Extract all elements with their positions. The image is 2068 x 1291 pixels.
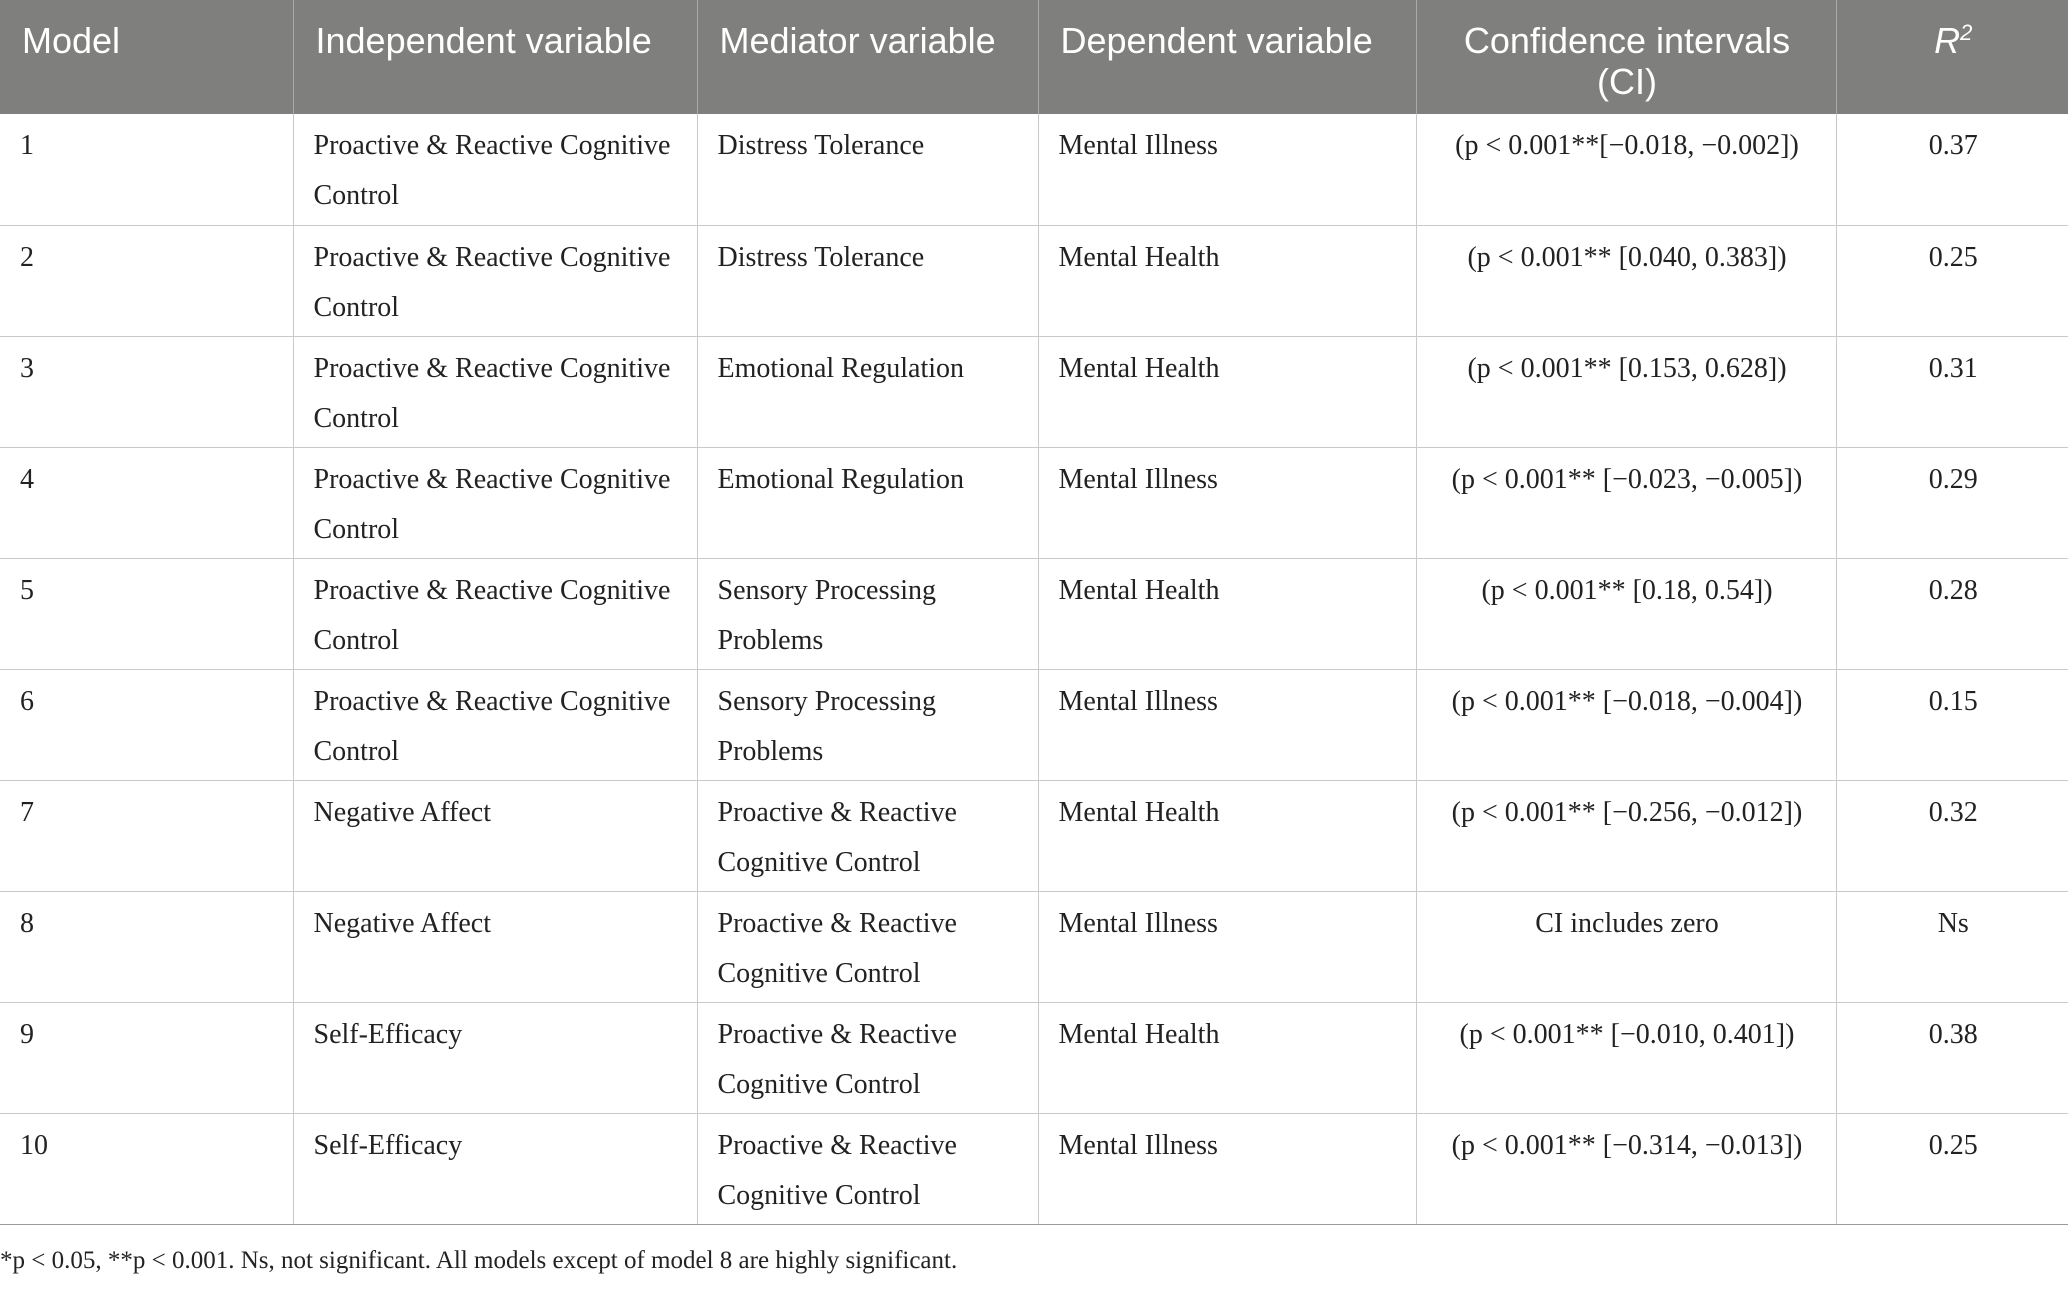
- cell-r-squared: 0.31: [1836, 336, 2068, 447]
- cell-dependent-variable: Mental Health: [1038, 558, 1416, 669]
- cell-confidence-interval: (p < 0.001** [0.18, 0.54]): [1416, 558, 1836, 669]
- cell-model: 8: [0, 891, 293, 1002]
- header-independent-variable: Independent variable: [293, 0, 697, 114]
- header-r-squared-superscript: 2: [1960, 20, 1973, 45]
- cell-confidence-interval: (p < 0.001** [−0.018, −0.004]): [1416, 669, 1836, 780]
- cell-independent-variable: Proactive & Reactive Cognitive Control: [293, 447, 697, 558]
- cell-mediator-variable: Emotional Regulation: [697, 447, 1038, 558]
- cell-r-squared: 0.29: [1836, 447, 2068, 558]
- cell-dependent-variable: Mental Illness: [1038, 447, 1416, 558]
- cell-mediator-variable: Proactive & Reactive Cognitive Control: [697, 780, 1038, 891]
- table-row: [0, 780, 2068, 891]
- cell-independent-variable: Proactive & Reactive Cognitive Control: [293, 669, 697, 780]
- cell-model: 6: [0, 669, 293, 780]
- header-dependent-variable: Dependent variable: [1038, 0, 1416, 114]
- cell-dependent-variable: Mental Health: [1038, 225, 1416, 336]
- cell-confidence-interval: (p < 0.001** [−0.256, −0.012]): [1416, 780, 1836, 891]
- header-r-squared-base: R: [1934, 20, 1961, 61]
- cell-r-squared: 0.25: [1836, 225, 2068, 336]
- cell-confidence-interval: (p < 0.001** [0.040, 0.383]): [1416, 225, 1836, 336]
- cell-r-squared: Ns: [1836, 891, 2068, 1002]
- cell-confidence-interval: (p < 0.001** [−0.023, −0.005]): [1416, 447, 1836, 558]
- cell-model: 4: [0, 447, 293, 558]
- cell-confidence-interval: (p < 0.001** [0.153, 0.628]): [1416, 336, 1836, 447]
- cell-model: 9: [0, 1002, 293, 1113]
- cell-mediator-variable: Distress Tolerance: [697, 114, 1038, 225]
- cell-confidence-interval: CI includes zero: [1416, 891, 1836, 1002]
- cell-mediator-variable: Sensory Processing Problems: [697, 669, 1038, 780]
- cell-r-squared: 0.15: [1836, 669, 2068, 780]
- cell-mediator-variable: Proactive & Reactive Cognitive Control: [697, 1113, 1038, 1224]
- cell-independent-variable: Self-Efficacy: [293, 1002, 697, 1113]
- table-body: [0, 114, 2068, 1224]
- table-row: [0, 558, 2068, 669]
- cell-independent-variable: Negative Affect: [293, 891, 697, 1002]
- table-row: [0, 891, 2068, 1002]
- table-row: [0, 336, 2068, 447]
- header-confidence-intervals: Confidence intervals (CI): [1416, 0, 1836, 114]
- table-row: [0, 225, 2068, 336]
- cell-dependent-variable: Mental Health: [1038, 336, 1416, 447]
- cell-mediator-variable: Proactive & Reactive Cognitive Control: [697, 891, 1038, 1002]
- cell-mediator-variable: Distress Tolerance: [697, 225, 1038, 336]
- cell-independent-variable: Negative Affect: [293, 780, 697, 891]
- cell-mediator-variable: Proactive & Reactive Cognitive Control: [697, 1002, 1038, 1113]
- cell-model: 1: [0, 114, 293, 225]
- cell-confidence-interval: (p < 0.001** [−0.314, −0.013]): [1416, 1113, 1836, 1224]
- header-mediator-variable: Mediator variable: [697, 0, 1038, 114]
- table-row: [0, 114, 2068, 225]
- cell-confidence-interval: (p < 0.001**[−0.018, −0.002]): [1416, 114, 1836, 225]
- cell-mediator-variable: Sensory Processing Problems: [697, 558, 1038, 669]
- cell-model: 3: [0, 336, 293, 447]
- cell-independent-variable: Proactive & Reactive Cognitive Control: [293, 114, 697, 225]
- header-model: Model: [0, 0, 293, 114]
- cell-independent-variable: Proactive & Reactive Cognitive Control: [293, 336, 697, 447]
- cell-independent-variable: Proactive & Reactive Cognitive Control: [293, 558, 697, 669]
- header-row: [0, 0, 2068, 114]
- cell-r-squared: 0.37: [1836, 114, 2068, 225]
- table-row: [0, 447, 2068, 558]
- cell-r-squared: 0.38: [1836, 1002, 2068, 1113]
- header-r-squared: [1836, 0, 2068, 114]
- cell-dependent-variable: Mental Illness: [1038, 1113, 1416, 1224]
- table-row: [0, 1113, 2068, 1224]
- cell-mediator-variable: Emotional Regulation: [697, 336, 1038, 447]
- table-footnote: *p < 0.05, **p < 0.001. Ns, not significant. All models except of model 8 are highly significant.: [0, 1247, 958, 1274]
- cell-r-squared: 0.25: [1836, 1113, 2068, 1224]
- cell-dependent-variable: Mental Illness: [1038, 114, 1416, 225]
- cell-r-squared: 0.28: [1836, 558, 2068, 669]
- cell-model: 5: [0, 558, 293, 669]
- cell-model: 7: [0, 780, 293, 891]
- cell-dependent-variable: Mental Illness: [1038, 669, 1416, 780]
- cell-dependent-variable: Mental Health: [1038, 780, 1416, 891]
- cell-confidence-interval: (p < 0.001** [−0.010, 0.401]): [1416, 1002, 1836, 1113]
- cell-independent-variable: Proactive & Reactive Cognitive Control: [293, 225, 697, 336]
- table-row: [0, 1002, 2068, 1113]
- cell-dependent-variable: Mental Illness: [1038, 891, 1416, 1002]
- cell-model: 10: [0, 1113, 293, 1224]
- cell-dependent-variable: Mental Health: [1038, 1002, 1416, 1113]
- cell-model: 2: [0, 225, 293, 336]
- cell-independent-variable: Self-Efficacy: [293, 1113, 697, 1224]
- table-row: [0, 669, 2068, 780]
- cell-r-squared: 0.32: [1836, 780, 2068, 891]
